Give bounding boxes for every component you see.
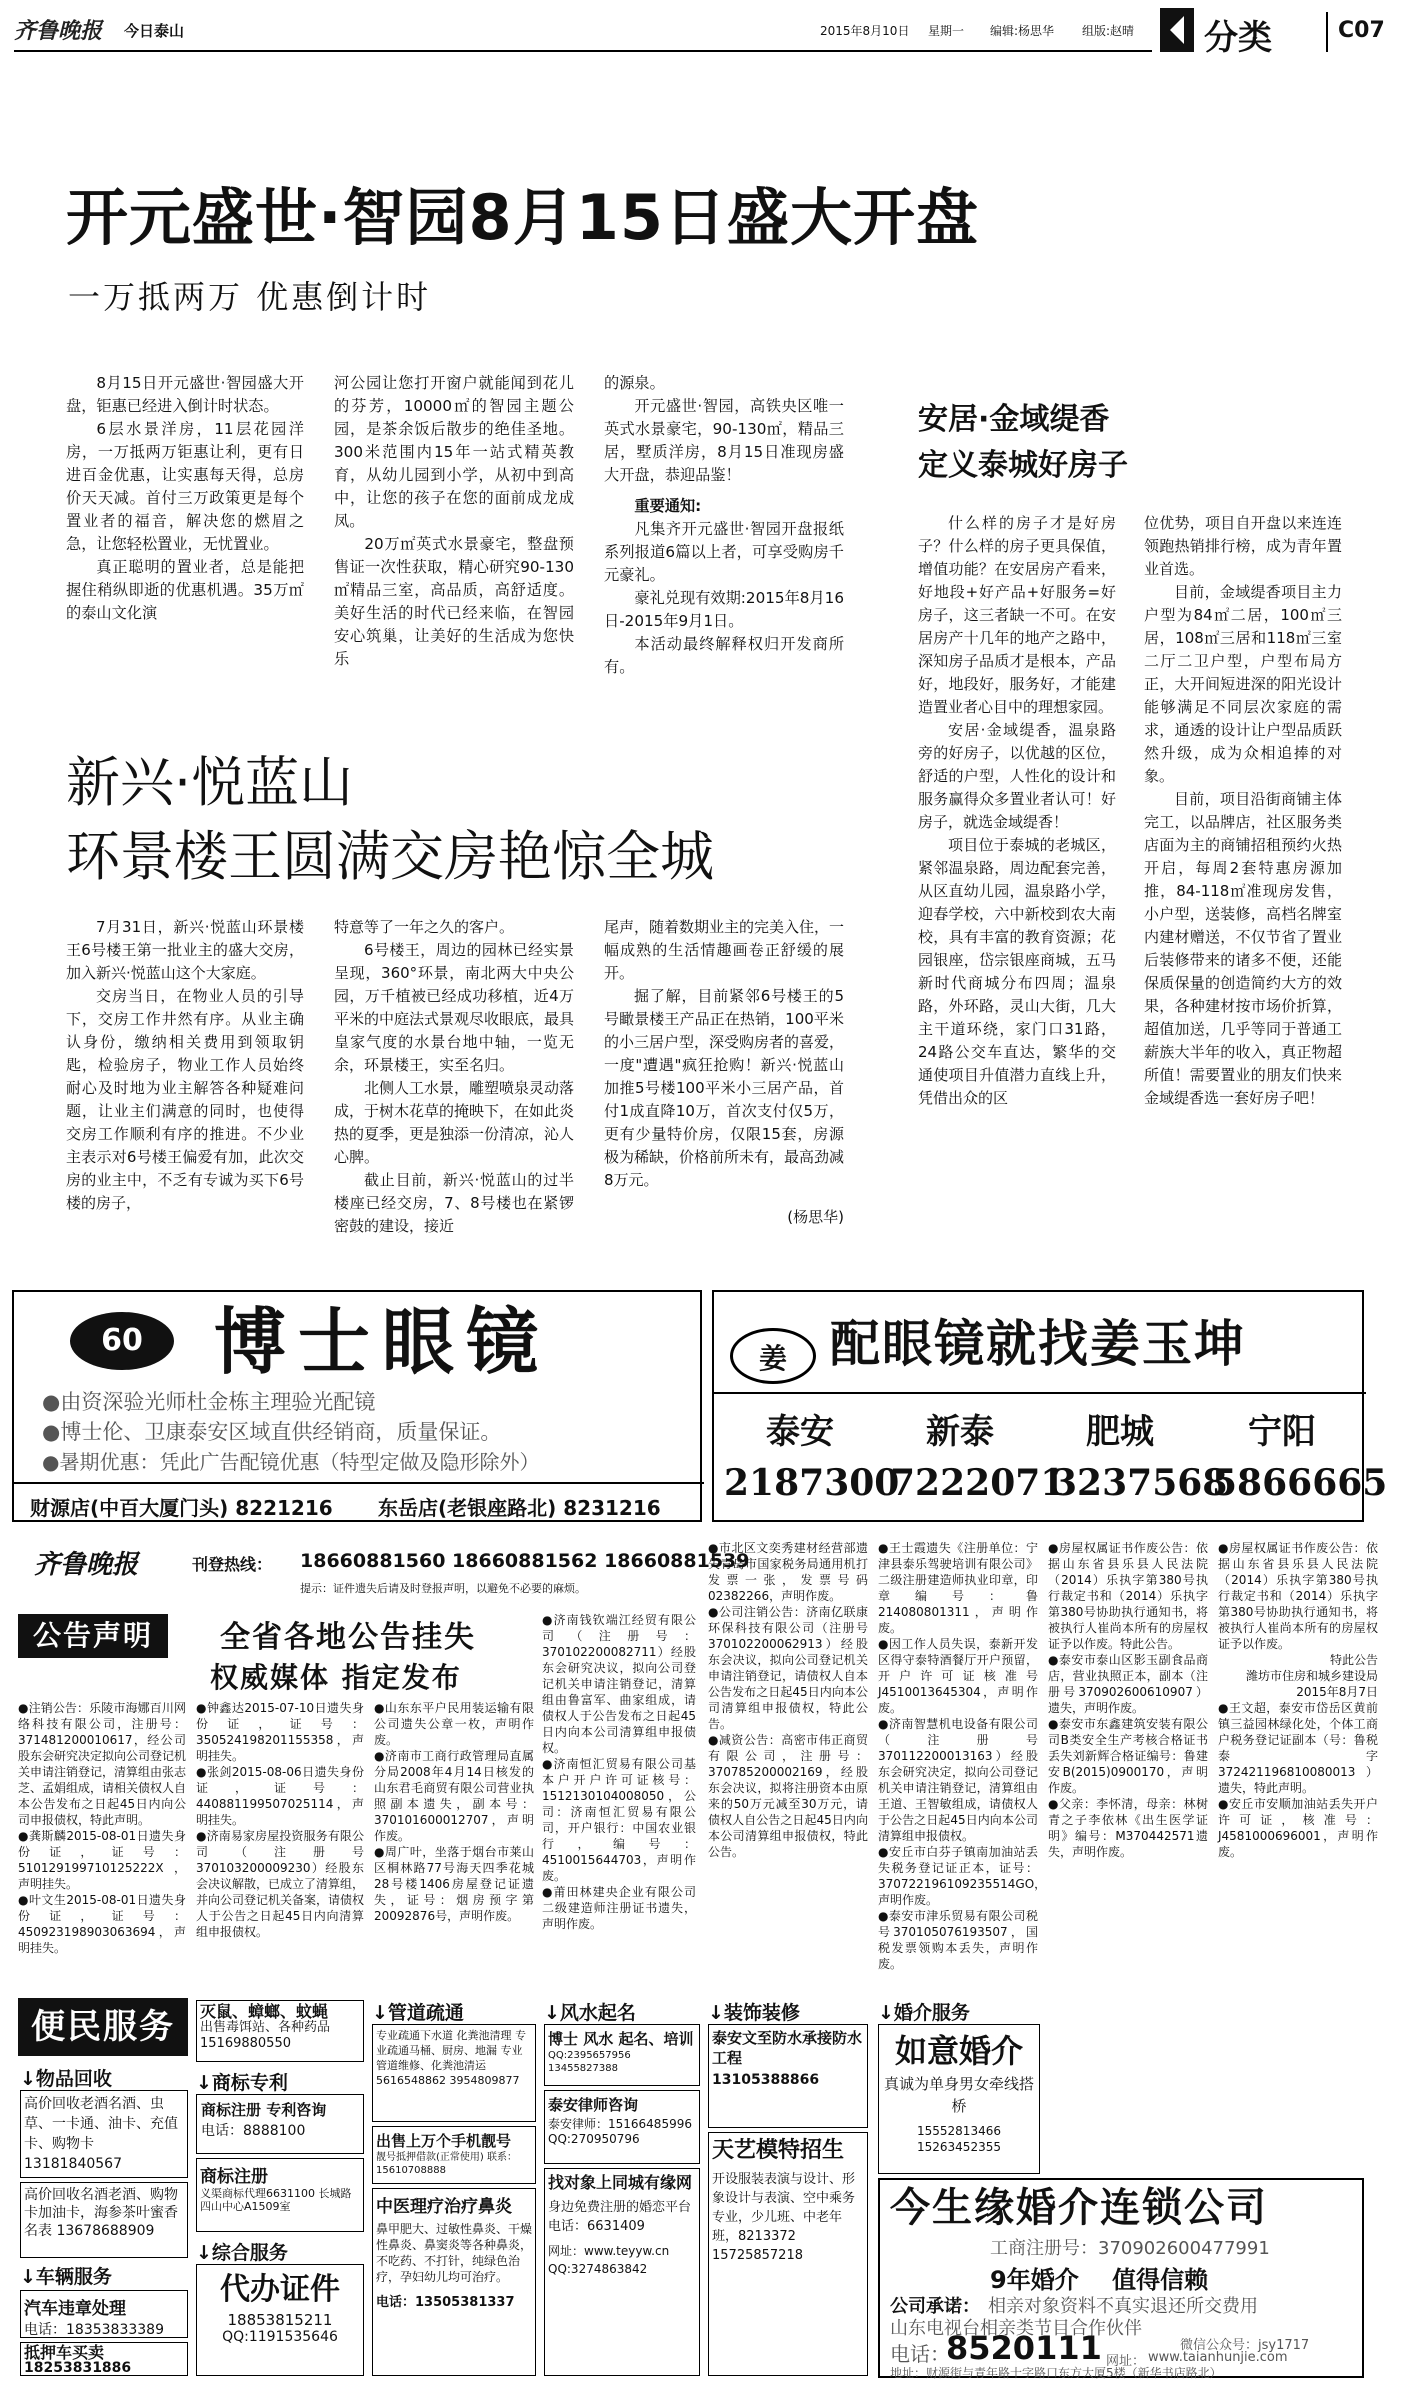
notice-col8 [1218, 1540, 1378, 2060]
article3-col2-p2: 6号楼王，周边的园林已经实景呈现，360°环景，南北两大中央公园，万千植被已经成功移植，近4万平米的中庭法式景观尽收眼底，最具皇家气度的水景台地中轴，一览无余，环景楼王，实至名归。 [334, 941, 575, 1074]
notice-col3-item3: ●周广叶，坐落于烟台市莱山区桐林路77号海天四季花城28号楼1406房屋登记证遗失，证号：烟房预字第20092876号，声明作废。 [374, 1845, 534, 1923]
car1-title: 汽车违章处理 [24, 2299, 126, 2319]
school-title: 天艺模特招生 [712, 2138, 845, 2163]
ad-jiang-glasses [712, 1290, 1388, 1522]
car-ad-2 [20, 2342, 188, 2376]
article1-col1-p2: 6层水景洋房，11层花园洋房，一万抵两万钜惠让利，更有日进百金优惠，让实惠每天得，总房价天天减。首付三万政策更是每个置业者的福音，解决您的燃眉之急，让您轻松置业，无忧置业。 [66, 420, 304, 553]
jiang-city-xin-tai: 新泰 [926, 1412, 994, 1452]
wedding-ad [878, 2024, 1040, 2174]
phone-text: 靓号抵押借款(正常使用) 联系：15610708888 [376, 2152, 517, 2176]
article1-col3-p2: 开元盛世·智园，高铁央区唯一英式水景豪宅，90-130㎡，精品三居，墅质洋房，8月15日准现房盛大开盘，恭迎品鉴！ [604, 397, 844, 484]
decor-title: 泰安文至防水承接防水工程 [712, 2029, 863, 2067]
phone-title: 出售上万个手机靓号 [376, 2132, 512, 2150]
notice-col3 [374, 1700, 534, 1984]
notice-col7 [1048, 1540, 1208, 2060]
classified-hint: 提示：证件遗失后请及时登报声明，以避免不必要的麻烦。 [300, 1582, 586, 1595]
article2-col1 [918, 512, 1116, 1110]
notice-col5-item1: ●市北区文奕秀建材经营部遗失青岛市国家税务局通用机打发票一张，发票号码02382266，声明作废。 [708, 1541, 868, 1603]
car-ad-1 [20, 2290, 188, 2338]
jiang-phone-tai-an: 2187300 [724, 1462, 900, 1504]
marriage-promise-label: 公司承诺： [890, 2296, 980, 2317]
notice-col4-item1: ●济南钱钦端江经贸有限公司（注册号：370102200082711）经股东会研究决议，拟向公司登记机关申请注销登记，清算组由鲁富军、曲家组成，请债权人于公告发布之日起45日内向本公司清算组申报债权。 [542, 1613, 696, 1755]
find-text: 身边免费注册的婚恋平台 电话：6631409 [548, 2200, 692, 2234]
marriage-wechat: 微信公众号：jsy1717 [1180, 2338, 1310, 2353]
date-line: 2015年8月10日 [820, 24, 910, 38]
notice-col4-item3: ●莆田林建央企业有限公司二级建造师注册证书遗失，声明作废。 [542, 1885, 696, 1931]
car2-title: 抵押车买卖 [24, 2343, 105, 2362]
classified-hotlines: 18660881560 18660881562 18660881539 [300, 1550, 750, 1572]
article1-notice-title: 重要通知: [634, 497, 702, 515]
article3-col3-p2: 掘了解，目前紧邻6号楼王的5号瞰景楼王产品正在热销，100平米的小三居户型，深受购房者的喜爱，一度"遭遇"疯狂抢购！新兴·悦蓝山加推5号楼100平米小三居产品，首付1成直降10万，首次支付仅5万，更有少量特价房，仅限15套，房源极为稀缺，价格前所未有，最高劲减8万元。 [604, 987, 845, 1189]
wedding-text: 真诚为单身男女牵线搭桥 [883, 2075, 1034, 2115]
article2-col1-p1: 什么样的房子才是好房子？什么样的房子更具保值，增值功能？在安居房产看来，好地段+好产品+好服务=好房子，这三者缺一不可。在安居房产十几年的地产之路中，深知房子品质才是根本，产品好，地段好，服务好，才能建造置业者心目中的理想家园。 [918, 514, 1116, 716]
med-phone: 电话：13505381337 [376, 2295, 515, 2310]
marriage-phone-label: 电话： [890, 2342, 950, 2366]
page-number: C07 [1338, 18, 1385, 43]
article2-col2 [1144, 512, 1342, 1110]
marriage-slogan: 9年婚介 值得信赖 [990, 2266, 1209, 2294]
article2-col2-p1: 位优势，项目自开盘以来连连领跑热销排行榜，成为青年置业首选。 [1144, 514, 1342, 578]
article2-col2-p3: 目前，项目沿街商铺主体完工，以品牌店，社区服务类店面为主的商铺招租预约火热开启，每周2套特惠房源加推，84-118㎡准现房发售，小户型，送装修，高档名牌室内建材赠送，不仅节省了置业后装修带来的诸多不便，还能保质保量的创造简约大方的效果，各种建材按市场价折算，超值加送，几乎等同于普通工薪族大半年的收入，真正物超所值！需要置业的朋友们快来金域缇香选一套好房子吧！ [1144, 790, 1342, 1107]
trademark-ad-1 [196, 2094, 364, 2154]
naming-qq: QQ:2395657956 13455827388 [548, 2050, 631, 2074]
designer: 组版:赵晴 [1082, 24, 1135, 38]
boshi-line1: ●由资深验光师杜金栋主理验光配镜 [42, 1390, 376, 1414]
find-site: 网址：www.teyyw.cn QQ:3274863842 [548, 2244, 670, 2276]
notice-col3-item2: ●济南市工商行政管理局直属分局2008年4月14日核发的山东君毛商贸有限公司营业执照副本遗失，副本号：370101600012707，声明作废。 [374, 1749, 534, 1843]
cat-recycle: ↓物品回收 [20, 2068, 112, 2090]
naming-ad [544, 2024, 700, 2086]
tm2-text: 义渠商标代理6631100 长城路四山中心A1509室 [200, 2187, 352, 2213]
gen-title: 代办证件 [220, 2272, 340, 2307]
notice-col6-item4: ●安丘市白芬子镇南加油站丢失税务登记证正本，证号：370722196109235514GO，声明作废。 [878, 1845, 1047, 1907]
tm2-title: 商标注册 [200, 2167, 268, 2187]
decor-phone: 13105388866 [712, 2072, 820, 2088]
notice-col7-item4: ●父亲：李怀清，母亲：林树青之子李依林《出生医学证明》编号：M370442571遗失，声明作废。 [1048, 1797, 1208, 1859]
general-ad [196, 2264, 364, 2376]
article1-col3-p1: 的源泉。 [604, 374, 665, 392]
jiang-city-tai-an: 泰安 [766, 1412, 834, 1452]
decor-ad [708, 2024, 868, 2128]
pest-text: 出售毒饵站、各种药品 15169880550 [200, 2020, 331, 2051]
article1-subtitle: 一万抵两万 优惠倒计时 [68, 278, 432, 316]
notice-col7-item1: ●房屋权属证书作废公告：依据山东省县乐县人民法院（2014）乐执字第380号执行裁定书和（2014）乐执字第380号协助执行通知书，将被执行人崔尚本所有的房屋权证予以作废。特此公告。 [1048, 1541, 1208, 1651]
article2-col1-p3: 项目位于泰城的老城区，紧邻温泉路，周边配套完善，从区直幼儿园，温泉路小学，迎春学校，六中新校到农大南校，具有丰富的教育资源；花园银座，岱宗银座商城，五马新时代商城分布四周；温泉路，外环路，灵山大街，几大主干道环绕，家门口31路，24路公交车直达，繁华的交通使项目升值潜力直线上升，凭借出众的区 [918, 836, 1116, 1107]
jiang-city-ning-yang: 宁阳 [1248, 1412, 1316, 1452]
notice-col4-item2: ●济南恒汇贸易有限公司基本户开户许可证核号：1512130104008050，公司：济南恒汇贸易有限公司，开户银行：中国农业银行，编号：4510015644703，声明作废。 [542, 1757, 696, 1883]
dating-ad [544, 2168, 700, 2376]
weekday: 星期一 [928, 24, 965, 38]
article1-col2 [334, 372, 574, 671]
tm1-title: 商标注册 专利咨询 [201, 2101, 327, 2119]
tm1-phone: 电话：8888100 [201, 2123, 306, 2139]
article1-col1 [66, 372, 304, 625]
jiang-phone-ning-yang: 5866665 [1212, 1462, 1388, 1504]
article1-notice-final: 本活动最终解释权归开发商所有。 [604, 635, 844, 676]
cat-car: ↓车辆服务 [20, 2266, 112, 2288]
law-qq: QQ:270950796 [548, 2132, 640, 2146]
cat-pipe: ↓管道疏通 [372, 2002, 464, 2024]
car2-phone: 18253831886 [24, 2360, 132, 2376]
article1-col1-p1: 8月15日开元盛世·智园盛大开盘，钜惠已经进入倒计时状态。 [66, 374, 304, 415]
law-title: 泰安律师咨询 [548, 2096, 639, 2114]
pipe-ad: 专业疏通下水道 化粪池清理 专业疏通马桶、厨房、地漏 专业管道维修、化粪池清运 5616548862 3954809877 [372, 2024, 536, 2122]
boshi-line2: ●博士伦、卫康泰安区域直供经销商，质量保证。 [42, 1420, 502, 1444]
article3-col1-p2: 交房当日，在物业人员的引导下，交房工作井然有序。从业主确认身份，缴纳相关费用到领取钥匙，检验房子，物业工作人员始终耐心及时地为业主解答各种疑难问题，让业主们满意的同时，也使得交房工作顺利有序的推进。不少业主表示对6号楼王偏爱有加，此次交房的业主中，不乏有专诚为买下6号楼的房子， [66, 987, 304, 1212]
notice-col2-item3: ●济南易家房屋投资服务有限公司（注册号370103200009230）经股东会决议解散，已成立了清算组，并向公司登记机关备案，请债权人于公告之日起45日内向清算组申报债权。 [196, 1829, 365, 1939]
jiang-phone-xin-tai: 7222071 [890, 1462, 1066, 1504]
lawyer-ad [544, 2090, 700, 2164]
article2-col1-p2: 安居·金域缇香，温泉路旁的好房子，以优越的区位，舒适的户型，人性化的设计和服务赢得众多置业者认可！好房子，就选金域缇香！ [918, 721, 1116, 831]
notice-col8-item3: 潍坊市住房和城乡建设局 [1245, 1669, 1378, 1683]
article3-col3-p1: 尾声，随着数期业主的完美入住，一幅成熟的生活情趣画卷正舒缓的展开。 [604, 918, 845, 982]
naming-title: 博士 风水 起名、培训 [548, 2030, 694, 2048]
notice-col3-item1: ●山东东平户民用装运输有限公司遗失公章一枚，声明作废。 [374, 1701, 534, 1747]
article3-col3 [604, 916, 844, 1229]
jiang-city-fei-cheng: 肥城 [1086, 1412, 1154, 1452]
article1-col3 [604, 372, 844, 679]
marriage-site-label: 网址： [1106, 2354, 1146, 2369]
notice-col8-item6: ●安丘市安顺加油站丢失开户许可证，核准号：J4581000696001，声明作废。 [1218, 1797, 1378, 1859]
classified-paper-logo: 齐鲁晚报 [34, 1550, 139, 1580]
cat-trademark: ↓商标专利 [196, 2072, 288, 2094]
boshi-store1: 财源店(中百大厦门头) 8221216 [30, 1496, 333, 1520]
notice-col8-item2: 特此公告 [1329, 1653, 1378, 1667]
article3-col1-p1: 7月31日，新兴·悦蓝山环景楼王6号楼王第一批业主的盛大交房，加入新兴·悦蓝山这个大家庭。 [66, 918, 304, 982]
article3-title-line1: 新兴·悦蓝山 [66, 751, 354, 814]
classified-hotline-label: 刊登热线： [192, 1555, 273, 1574]
notice-col6-item1: ●王士霞遗失《注册单位：宁津县泰乐驾驶培训有限公司》二级注册建造师执业印章，印章编号：鲁214080801311，声明作废。 [878, 1541, 1038, 1635]
article1-notice-time: 豪礼兑现有效期:2015年8月16日-2015年9月1日。 [604, 589, 844, 630]
notice-col6-item2: ●因工作人员失误，泰新开发区得守泰特酒餐厅开户预留，开户许可证核准号J4510013645304，声明作废。 [878, 1637, 1038, 1715]
notice-col5-item3: ●减资公告：高密市伟正商贸有限公司，注册号：370785200002169，经股东会决议，拟将注册资本由原来的50万元减至30万元，请债权人自公告之日起45日内向本公司清算组申报债权，特此公告。 [708, 1733, 868, 1859]
article3-title-line2: 环景楼王圆满交房艳惊全城 [66, 825, 714, 888]
pest-title: 灭鼠、蟑螂、蚊蝇 [200, 2002, 329, 2021]
marriage-site: www.taianhunjie.com [1148, 2350, 1288, 2365]
notice-col2-item1: ●钟鑫达2015-07-10日遗失身份证，证号：350524198201155358，声明挂失。 [196, 1701, 364, 1763]
paper-logo: 齐鲁晚报 [14, 18, 103, 44]
article3-col2-p1: 特意等了一年之久的客户。 [334, 918, 515, 936]
gen-phone: 18853815211 [227, 2311, 333, 2329]
article1-col1-p3: 真正聪明的置业者，总是能把握住稍纵即逝的优惠机遇。35万㎡的泰山文化演 [66, 558, 304, 622]
cat-general: ↓综合服务 [196, 2242, 288, 2264]
notice-col1 [18, 1700, 186, 1984]
article3-col2-p4: 截止目前，新兴·悦蓝山的过半楼座已经交房，7、8号楼也在紧锣密鼓的建设，接近 [334, 1171, 574, 1235]
marriage-agency-ad [878, 2178, 1364, 2378]
marriage-promise: 相亲对象资料不真实退还所交费用 [988, 2296, 1258, 2317]
notice-tab: 公告声明 [18, 1614, 168, 1658]
notice-col2-item2: ●张剑2015-08-06日遗失身份证，证号：440881199507025114，声明挂失。 [196, 1765, 364, 1827]
boshi-logo-icon: 60 [70, 1312, 174, 1370]
article1-title: 开元盛世·智园8月15日盛大开盘 [66, 181, 979, 254]
notice-headline2: 权威媒体 指定发布 [210, 1661, 462, 1694]
recycle-ad-1: 高价回收老酒名酒、虫草、一卡通、油卡、充值卡、购物卡 13181840567 [20, 2090, 188, 2178]
ad-boshi-glasses [12, 1290, 702, 1522]
notice-col6 [878, 1540, 1047, 1984]
editor: 编辑:杨思华 [990, 24, 1055, 38]
boshi-store2: 东岳店(老银座路北) 8231216 [378, 1496, 661, 1520]
services-tab: 便民服务 [18, 1998, 188, 2056]
cat-wedding: ↓婚介服务 [878, 2002, 970, 2024]
boshi-name: 博士眼镜 [214, 1299, 551, 1384]
masthead-rule [14, 50, 1152, 52]
marriage-reg: 工商注册号：370902600477991 [990, 2238, 1270, 2259]
notice-col6-item5: ●泰安市津乐贸易有限公司税号370105076193507，国税发票领购本丢失，声明作废。 [878, 1909, 1038, 1971]
jiang-phone-fei-cheng: 3237568 [1052, 1462, 1228, 1504]
wedding-phone: 15552813466 15263452355 [917, 2124, 1001, 2154]
article1-col2-p2: 20万㎡英式水景豪宅，整盘预售证一次性获取，精心研究90-130㎡精品三室，高品质，高舒适度。美好生活的时代已经来临，在智园安心筑巢，让美好的生活成为您快乐 [334, 535, 574, 668]
notice-col5-item2: ●公司注销公告：济南亿联康环保科技有限公司（注册号370102200062913）经股东会决议，拟向公司登记机关申请注销登记，请债权人自本公告发布之日起45日内向本公司清算组申报债权，特此公告。 [708, 1605, 868, 1731]
notice-col7-item3: ●泰安市东鑫建筑安装有限公司B类安全生产考核合格证书丢失刘新辉合格证编号：鲁建安B(2015)0900170，声明作废。 [1048, 1717, 1208, 1795]
trademark-ad-2 [196, 2158, 364, 2232]
article2-title-line2: 定义泰城好房子 [918, 448, 1128, 483]
notice-col1-item1: ●注销公告：乐陵市海娜百川网络科技有限公司，注册号：371481200010617，经公司股东会研究决定拟向公司登记机关申请注销登记，清算组由张志芝、孟娟组成，请相关债权人自本公告发布之日起45日内向公司申报债权，特此声明。 [18, 1701, 187, 1827]
category-label: 分类 [1204, 18, 1272, 58]
med-text: 鼻甲肥大、过敏性鼻炎、干燥性鼻炎、鼻窦炎等各种鼻炎，不吃药、不打针，纯绿色治疗，孕妇幼儿均可治疗。 [376, 2222, 533, 2284]
article3-author: (杨思华) [787, 1208, 844, 1226]
article2-col2-p2: 目前，金域缇香项目主力户型为84㎡二居，100㎡三居，108㎡三居和118㎡三室二厅二卫户型，户型布局方正，大开间短进深的阳光设计能够满足不同层次家庭的需求，通透的设计让户型品质跃然升级，成为众相追捧的对象。 [1144, 583, 1342, 785]
masthead-rule-right [1326, 12, 1328, 52]
jiang-logo-icon: 姜 [730, 1328, 816, 1384]
article3-col2 [334, 916, 574, 1238]
notice-col8-item4: 2015年8月7日 [1296, 1685, 1378, 1699]
notice-col1-item3: ●叶文生2015-08-01日遗失身份证，证号：450923198903063694，声明挂失。 [18, 1893, 186, 1955]
cat-naming: ↓风水起名 [544, 2002, 636, 2024]
car1-phone: 电话：18353833389 [24, 2322, 164, 2338]
notice-col2 [196, 1700, 364, 1984]
notice-col5 [708, 1540, 868, 1984]
jiang-divider [714, 1392, 1366, 1394]
marriage-tv: 山东电视台相亲类节目合作伙伴 [890, 2318, 1142, 2339]
notice-col4 [542, 1612, 696, 1984]
recycle-ad-2: 高价回收名酒老酒、购物卡加油卡，海参茶叶蜜香名表 13678688909 [20, 2182, 188, 2258]
article1-notice-body: 凡集齐开元盛世·智园开盘报纸系列报道6篇以上者，可享受购房千元豪礼。 [604, 520, 844, 584]
article1-col2-p1: 河公园让您打开窗户就能闻到花儿的芬芳，10000㎡的智园主题公园，是茶余饭后散步的绝佳圣地。300米范围内15年一站式精英教育，从幼儿园到小学，从初中到高中，让您的孩子在您的面前成龙成凤。 [334, 374, 574, 530]
article3-col2-p3: 北侧人工水景，雕塑喷泉灵动落成，于树木花草的掩映下，在如此炎热的夏季，更是独添一份清凉，沁人心脾。 [334, 1079, 575, 1166]
marriage-phone: 8520111 [946, 2329, 1102, 2367]
law-phone: 泰安律师：15166485996 [548, 2117, 692, 2131]
medical-ad [372, 2188, 536, 2376]
model-school-ad [708, 2132, 868, 2376]
jiang-slogan: 配眼镜就找姜玉坤 [830, 1315, 1246, 1373]
notice-col7-item2: ●泰安市泰山区影玉副食品商店，营业执照正本，副本（注册号370902600610907）遗失，声明作废。 [1048, 1653, 1208, 1715]
notice-col6-item3: ●济南智慧机电设备有限公司（注册号370112200013163）经股东会研究决定，拟向公司登记机关申请注销登记，清算组由王道、王智敏组成，请债权人于公告之日起45日内向本公司清算组申报债权。 [878, 1717, 1038, 1843]
notice-headline1: 全省各地公告挂失 [220, 1620, 476, 1655]
notice-col1-item2: ●龚斯麟2015-08-01日遗失身份证，证号：510129199710125222X，声明挂失。 [18, 1829, 186, 1891]
boshi-store-bar [14, 1482, 704, 1524]
pest-ad [196, 2000, 364, 2062]
masthead [0, 0, 1409, 62]
section-name: 今日泰山 [124, 22, 185, 40]
category-arrow-icon [1160, 8, 1194, 52]
article3-col1 [66, 916, 304, 1215]
marriage-title: 今生缘婚介连锁公司 [890, 2185, 1268, 2231]
boshi-line3: ●暑期优惠：凭此广告配镜优惠（特型定做及隐形除外） [42, 1450, 540, 1474]
find-title: 找对象上同城有缘网 [548, 2173, 693, 2192]
med-title: 中医理疗治疗鼻炎 [376, 2197, 512, 2217]
phone-number-ad [372, 2126, 536, 2184]
article2-title-line1: 安居·金域缇香 [918, 402, 1110, 437]
notice-col8-item1: ●房屋权属证书作废公告：依据山东省县乐县人民法院（2014）乐执字第380号执行裁定书和（2014）乐执字第380号协助执行通知书，将被执行人崔尚本所有的房屋权证予以作废。 [1218, 1541, 1378, 1651]
gen-qq: QQ:1191535646 [222, 2329, 338, 2345]
marriage-address: 地址：财源街与青年路十字路口东方大厦5楼（新华书店路北） [890, 2366, 1222, 2380]
cat-decor: ↓装饰装修 [708, 2002, 800, 2024]
notice-col8-item5: ●王文超，泰安市岱岳区黄前镇三益园林绿化处，个体工商户税务登记证副本（号：鲁税泰字372421196810080013）遗失，特此声明。 [1218, 1701, 1378, 1795]
wedding-title: 如意婚介 [894, 2032, 1023, 2070]
school-text: 开设服装表演与设计、形象设计与表演、空中乘务专业，少儿班、中老年班，8213372 15725857218 [712, 2172, 856, 2263]
